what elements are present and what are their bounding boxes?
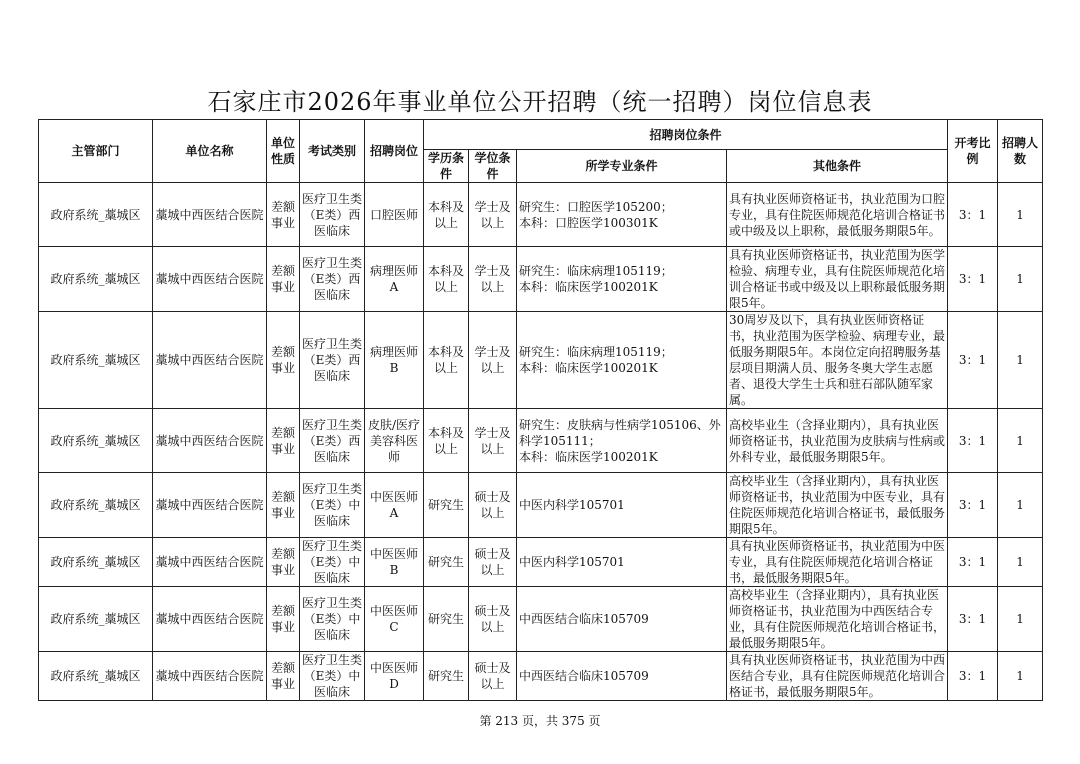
cell-ratio: 3：1 bbox=[948, 409, 998, 473]
cell-major: 研究生：皮肤病与性病学105106、外科学105111； 本科：临床医学100201K bbox=[517, 409, 727, 473]
cell-post: 病理医师B bbox=[365, 312, 424, 409]
cell-nature: 差额事业 bbox=[267, 538, 300, 587]
cell-edu: 本科及以上 bbox=[424, 183, 469, 247]
cell-major: 中西医结合临床105709 bbox=[517, 652, 727, 701]
header-dept: 主管部门 bbox=[39, 120, 153, 183]
cell-nature: 差额事业 bbox=[267, 312, 300, 409]
cell-unit: 藁城中西医结合医院 bbox=[153, 183, 267, 247]
cell-ratio: 3：1 bbox=[948, 538, 998, 587]
cell-major: 中医内科学105701 bbox=[517, 538, 727, 587]
cell-other: 具有执业医师资格证书，执业范围为医学检验、病理专业，具有住院医师规范化培训合格证书或中级及以上职称最低服务期限5年。 bbox=[727, 247, 948, 312]
cell-nature: 差额事业 bbox=[267, 183, 300, 247]
cell-degree: 学士及以上 bbox=[469, 409, 517, 473]
cell-degree: 学士及以上 bbox=[469, 312, 517, 409]
cell-post: 病理医师A bbox=[365, 247, 424, 312]
cell-edu: 研究生 bbox=[424, 587, 469, 652]
cell-dept: 政府系统_藁城区 bbox=[39, 247, 153, 312]
cell-dept: 政府系统_藁城区 bbox=[39, 183, 153, 247]
header-nature: 单位性质 bbox=[267, 120, 300, 183]
cell-other: 具有执业医师资格证书，执业范围为中医专业，具有住院医师规范化培训合格证书，最低服务期限5年。 bbox=[727, 538, 948, 587]
cell-edu: 研究生 bbox=[424, 652, 469, 701]
page-title: 石家庄市2026年事业单位公开招聘（统一招聘）岗位信息表 bbox=[207, 88, 873, 116]
cell-nature: 差额事业 bbox=[267, 473, 300, 538]
cell-major: 中西医结合临床105709 bbox=[517, 587, 727, 652]
cell-unit: 藁城中西医结合医院 bbox=[153, 652, 267, 701]
cell-major: 研究生：临床病理105119； 本科：临床医学100201K bbox=[517, 247, 727, 312]
cell-major: 中医内科学105701 bbox=[517, 473, 727, 538]
cell-post: 中医医师D bbox=[365, 652, 424, 701]
cell-ratio: 3：1 bbox=[948, 473, 998, 538]
cell-nature: 差额事业 bbox=[267, 409, 300, 473]
table-row bbox=[39, 652, 1043, 701]
positions-table bbox=[38, 119, 1043, 701]
cell-exam: 医疗卫生类（E类）中医临床 bbox=[300, 587, 365, 652]
cell-count: 1 bbox=[998, 538, 1043, 587]
cell-unit: 藁城中西医结合医院 bbox=[153, 473, 267, 538]
cell-other: 30周岁及以下，具有执业医师资格证书，执业范围为医学检验、病理专业，最低服务期限5年。本岗位定向招聘服务基层项目期满人员、服务冬奥大学生志愿者、退役大学生士兵和驻石部队随军家属。 bbox=[727, 312, 948, 409]
cell-post: 中医医师A bbox=[365, 473, 424, 538]
cell-degree: 硕士及以上 bbox=[469, 473, 517, 538]
cell-dept: 政府系统_藁城区 bbox=[39, 538, 153, 587]
cell-edu: 研究生 bbox=[424, 473, 469, 538]
cell-dept: 政府系统_藁城区 bbox=[39, 312, 153, 409]
table-row bbox=[39, 312, 1043, 409]
cell-nature: 差额事业 bbox=[267, 247, 300, 312]
cell-dept: 政府系统_藁城区 bbox=[39, 473, 153, 538]
cell-unit: 藁城中西医结合医院 bbox=[153, 312, 267, 409]
cell-unit: 藁城中西医结合医院 bbox=[153, 587, 267, 652]
header-exam: 考试类别 bbox=[300, 120, 365, 183]
cell-unit: 藁城中西医结合医院 bbox=[153, 538, 267, 587]
cell-nature: 差额事业 bbox=[267, 587, 300, 652]
cell-dept: 政府系统_藁城区 bbox=[39, 409, 153, 473]
cell-degree: 学士及以上 bbox=[469, 247, 517, 312]
cell-count: 1 bbox=[998, 409, 1043, 473]
table-row bbox=[39, 247, 1043, 312]
cell-dept: 政府系统_藁城区 bbox=[39, 587, 153, 652]
cell-exam: 医疗卫生类（E类）西医临床 bbox=[300, 247, 365, 312]
table-row bbox=[39, 409, 1043, 473]
cell-count: 1 bbox=[998, 183, 1043, 247]
cell-other: 具有执业医师资格证书，执业范围为中西医结合专业，具有住院医师规范化培训合格证书，最低服务期限5年。 bbox=[727, 652, 948, 701]
header-other: 其他条件 bbox=[727, 150, 948, 183]
cell-count: 1 bbox=[998, 473, 1043, 538]
cell-degree: 硕士及以上 bbox=[469, 587, 517, 652]
cell-exam: 医疗卫生类（E类）中医临床 bbox=[300, 538, 365, 587]
cell-exam: 医疗卫生类（E类）西医临床 bbox=[300, 183, 365, 247]
cell-ratio: 3：1 bbox=[948, 247, 998, 312]
cell-count: 1 bbox=[998, 247, 1043, 312]
header-post: 招聘岗位 bbox=[365, 120, 424, 183]
table-row bbox=[39, 183, 1043, 247]
cell-major: 研究生：临床病理105119； 本科：临床医学100201K bbox=[517, 312, 727, 409]
header-edu: 学历条件 bbox=[424, 150, 469, 183]
cell-ratio: 3：1 bbox=[948, 183, 998, 247]
cell-post: 皮肤/医疗美容科医师 bbox=[365, 409, 424, 473]
cell-count: 1 bbox=[998, 312, 1043, 409]
table-row bbox=[39, 538, 1043, 587]
cell-ratio: 3：1 bbox=[948, 652, 998, 701]
cell-degree: 硕士及以上 bbox=[469, 652, 517, 701]
header-ratio: 开考比例 bbox=[948, 120, 998, 183]
cell-other: 高校毕业生（含择业期内），具有执业医师资格证书，执业范围为中西医结合专业，具有住院医师规范化培训合格证书，最低服务期限5年。 bbox=[727, 587, 948, 652]
cell-exam: 医疗卫生类（E类）中医临床 bbox=[300, 652, 365, 701]
cell-post: 中医医师B bbox=[365, 538, 424, 587]
cell-other: 具有执业医师资格证书，执业范围为口腔专业，具有住院医师规范化培训合格证书或中级及以上职称，最低服务期限5年。 bbox=[727, 183, 948, 247]
cell-count: 1 bbox=[998, 587, 1043, 652]
cell-exam: 医疗卫生类（E类）西医临床 bbox=[300, 312, 365, 409]
header-unit: 单位名称 bbox=[153, 120, 267, 183]
cell-degree: 硕士及以上 bbox=[469, 538, 517, 587]
header-degree: 学位条件 bbox=[469, 150, 517, 183]
cell-other: 高校毕业生（含择业期内），具有执业医师资格证书，执业范围为中医专业，具有住院医师规范化培训合格证书，最低服务期限5年。 bbox=[727, 473, 948, 538]
cell-post: 口腔医师 bbox=[365, 183, 424, 247]
cell-post: 中医医师C bbox=[365, 587, 424, 652]
cell-count: 1 bbox=[998, 652, 1043, 701]
header-conditions: 招聘岗位条件 bbox=[424, 120, 948, 150]
cell-exam: 医疗卫生类（E类）西医临床 bbox=[300, 409, 365, 473]
cell-major: 研究生：口腔医学105200； 本科：口腔医学100301K bbox=[517, 183, 727, 247]
table-row bbox=[39, 587, 1043, 652]
cell-edu: 本科及以上 bbox=[424, 247, 469, 312]
cell-edu: 研究生 bbox=[424, 538, 469, 587]
table-row bbox=[39, 473, 1043, 538]
cell-ratio: 3：1 bbox=[948, 587, 998, 652]
cell-other: 高校毕业生（含择业期内），具有执业医师资格证书，执业范围为皮肤病与性病或外科专业，最低服务期限5年。 bbox=[727, 409, 948, 473]
header-major: 所学专业条件 bbox=[517, 150, 727, 183]
cell-degree: 学士及以上 bbox=[469, 183, 517, 247]
cell-unit: 藁城中西医结合医院 bbox=[153, 247, 267, 312]
cell-edu: 本科及以上 bbox=[424, 409, 469, 473]
cell-dept: 政府系统_藁城区 bbox=[39, 652, 153, 701]
page-number: 第 213 页，共 375 页 bbox=[479, 714, 601, 728]
cell-edu: 本科及以上 bbox=[424, 312, 469, 409]
cell-nature: 差额事业 bbox=[267, 652, 300, 701]
header-count: 招聘人数 bbox=[998, 120, 1043, 183]
cell-ratio: 3：1 bbox=[948, 312, 998, 409]
table-body bbox=[39, 183, 1043, 701]
cell-exam: 医疗卫生类（E类）中医临床 bbox=[300, 473, 365, 538]
cell-unit: 藁城中西医结合医院 bbox=[153, 409, 267, 473]
